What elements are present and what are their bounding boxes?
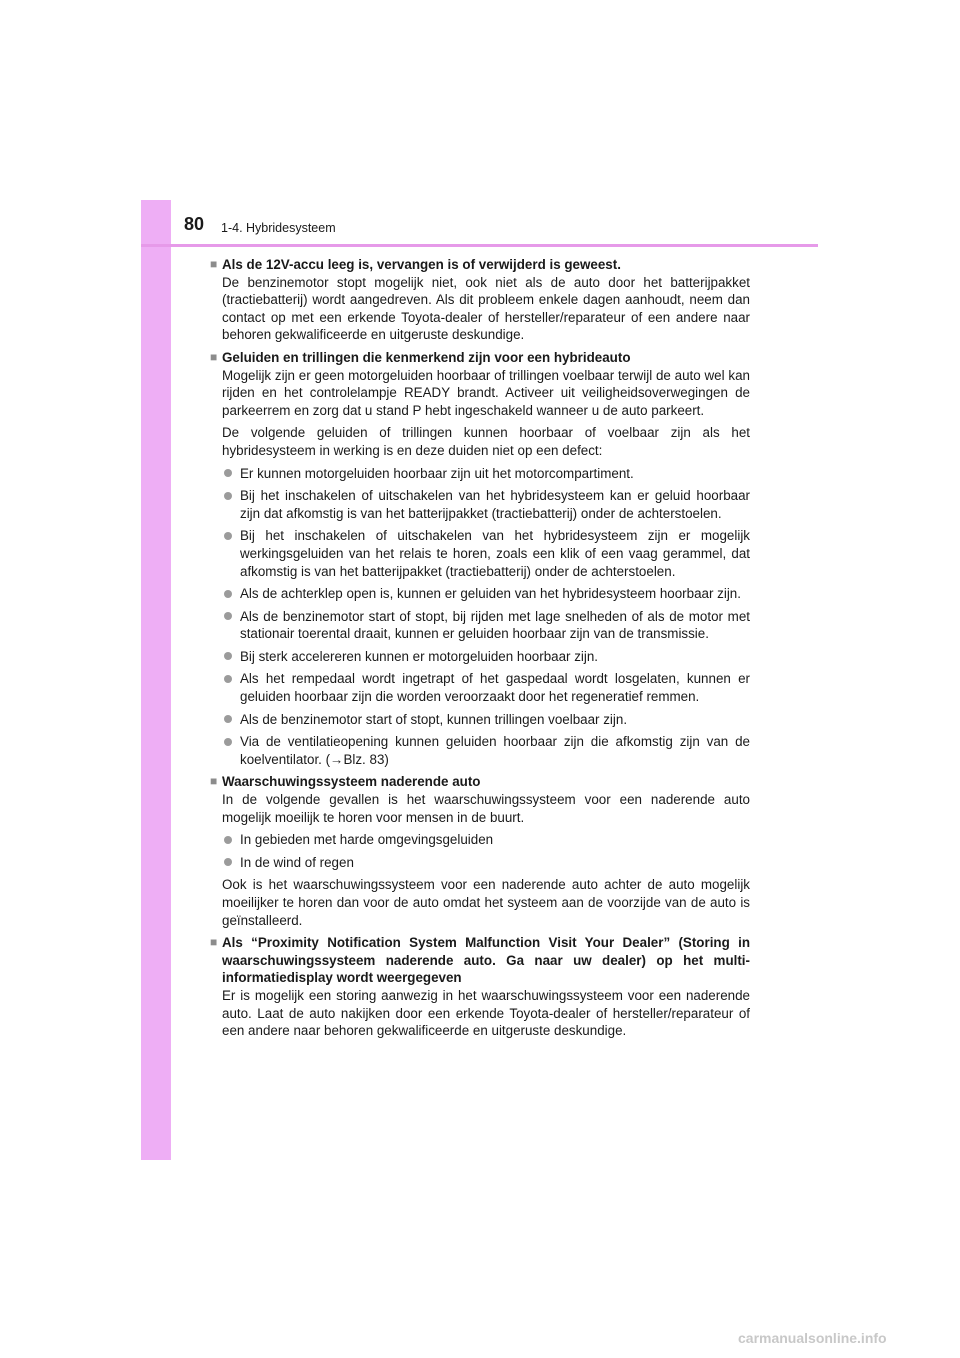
- bullet-dot-icon: [224, 652, 232, 660]
- bullet-dot-icon: [224, 612, 232, 620]
- list-item: Bij het inschakelen of uitschakelen van het hybridesysteem zijn er mogelijk werkingsgeluiden van het relais te horen, zoals een klik of een vaag gerammel, dat afkomstig is van het batterijpakket (tractiebatterij) onder de achterstoelen.: [210, 527, 750, 580]
- list-item: Er kunnen motorgeluiden hoorbaar zijn uit het motorcompartiment.: [210, 465, 750, 483]
- section-proximity-warning: [210, 773, 750, 929]
- chapter-side-tab: [141, 200, 171, 1160]
- header-divider: [141, 244, 818, 247]
- bullet-dot-icon: [224, 590, 232, 598]
- list-item: Als het rempedaal wordt ingetrapt of het gaspedaal wordt losgelaten, kunnen er geluiden hoorbaar zijn die worden veroorzaakt door het regeneratief remmen.: [210, 670, 750, 705]
- list-item: Bij sterk accelereren kunnen er motorgeluiden hoorbaar zijn.: [210, 648, 750, 666]
- section-heading: Geluiden en trillingen die kenmerkend zijn voor een hybrideauto: [222, 349, 631, 365]
- bullet-dot-icon: [224, 715, 232, 723]
- list-item: In gebieden met harde omgevingsgeluiden: [210, 831, 750, 849]
- paragraph: Er is mogelijk een storing aanwezig in het waarschuwingssysteem voor een naderende auto. Laat de auto nakijken door een erkende Toyota-dealer of hersteller/reparateur of een andere naar behoren gekwalificeerde en uitgeruste deskundige.: [222, 987, 750, 1039]
- section-heading: Waarschuwingssysteem naderende auto: [222, 774, 481, 790]
- section-heading: Als de 12V-accu leeg is, vervangen is of verwijderd is geweest.: [222, 257, 621, 272]
- bullet-dot-icon: [224, 858, 232, 866]
- watermark: carmanualsonline.info: [738, 1330, 887, 1346]
- bullet-dot-icon: [224, 492, 232, 500]
- bullet-dot-icon: [224, 469, 232, 477]
- paragraph: In de volgende gevallen is het waarschuwingssysteem voor een naderende auto mogelijk moeilijk te horen voor mensen in de buurt.: [222, 792, 750, 825]
- list-item: Bij het inschakelen of uitschakelen van het hybridesysteem kan er geluid hoorbaar zijn dat afkomstig is van het batterijpakket (tractiebatterij) onder de achterstoelen.: [210, 487, 750, 522]
- square-bullet-icon: ■: [210, 349, 218, 364]
- page-number: 80: [184, 214, 205, 234]
- section-title: 1-4. Hybridesysteem: [221, 221, 336, 235]
- section-heading: Als “Proximity Notification System Malfunction Visit Your Dealer” (Storing in waarschuwingssysteem naderende auto. Ga naar uw dealer) op het multi-informatiedisplay wordt weergegeven: [222, 935, 750, 986]
- paragraph: Ook is het waarschuwingssysteem voor een naderende auto achter de auto mogelijk moeilijker te horen dan voor de auto omdat het systeem aan de voorzijde van de auto is geïnstalleerd.: [222, 877, 750, 928]
- section-malfunction-message: [210, 934, 750, 1040]
- bullet-dot-icon: [224, 836, 232, 844]
- paragraph: De volgende geluiden of trillingen kunnen hoorbaar of voelbaar zijn als het hybridesysteem in werking is en deze duiden niet op een defect:: [222, 425, 750, 458]
- page-content: [210, 256, 750, 1045]
- list-item: Als de achterklep open is, kunnen er geluiden van het hybridesysteem hoorbaar zijn.: [210, 585, 750, 603]
- section-12v-battery: [210, 256, 750, 344]
- paragraph: De benzinemotor stopt mogelijk niet, ook niet als de auto door het batterijpakket (tractiebatterij) wordt aangedreven. Als dit probleem enkele dagen aanhoudt, neem dan contact op met een erkende Toyota-dealer of hersteller/reparateur of een andere naar behoren gekwalificeerde en uitgeruste deskundige.: [222, 274, 750, 343]
- list-item: In de wind of regen: [210, 854, 750, 872]
- paragraph: Mogelijk zijn er geen motorgeluiden hoorbaar of trillingen voelbaar terwijl de auto wel kan rijden en het controlelampje READY brandt. Activeer uit veiligheidsoverwegingen de parkeerrem en zorg dat u stand P hebt ingeschakeld wanneer u de auto parkeert.: [222, 367, 750, 418]
- bullet-dot-icon: [224, 532, 232, 540]
- list-item: Als de benzinemotor start of stopt, bij rijden met lage snelheden of als de motor met stationair toerental draait, kunnen er geluiden hoorbaar zijn van de transmissie.: [210, 608, 750, 643]
- bullet-dot-icon: [224, 675, 232, 683]
- list-item: Via de ventilatieopening kunnen geluiden hoorbaar zijn die afkomstig zijn van de koelventilator. (→Blz. 83): [210, 733, 750, 768]
- list-item: Als de benzinemotor start of stopt, kunnen trillingen voelbaar zijn.: [210, 711, 750, 729]
- square-bullet-icon: ■: [210, 774, 218, 789]
- bullet-dot-icon: [224, 738, 232, 746]
- square-bullet-icon: ■: [210, 257, 218, 271]
- section-sounds-vibrations: [210, 349, 750, 768]
- square-bullet-icon: ■: [210, 935, 218, 950]
